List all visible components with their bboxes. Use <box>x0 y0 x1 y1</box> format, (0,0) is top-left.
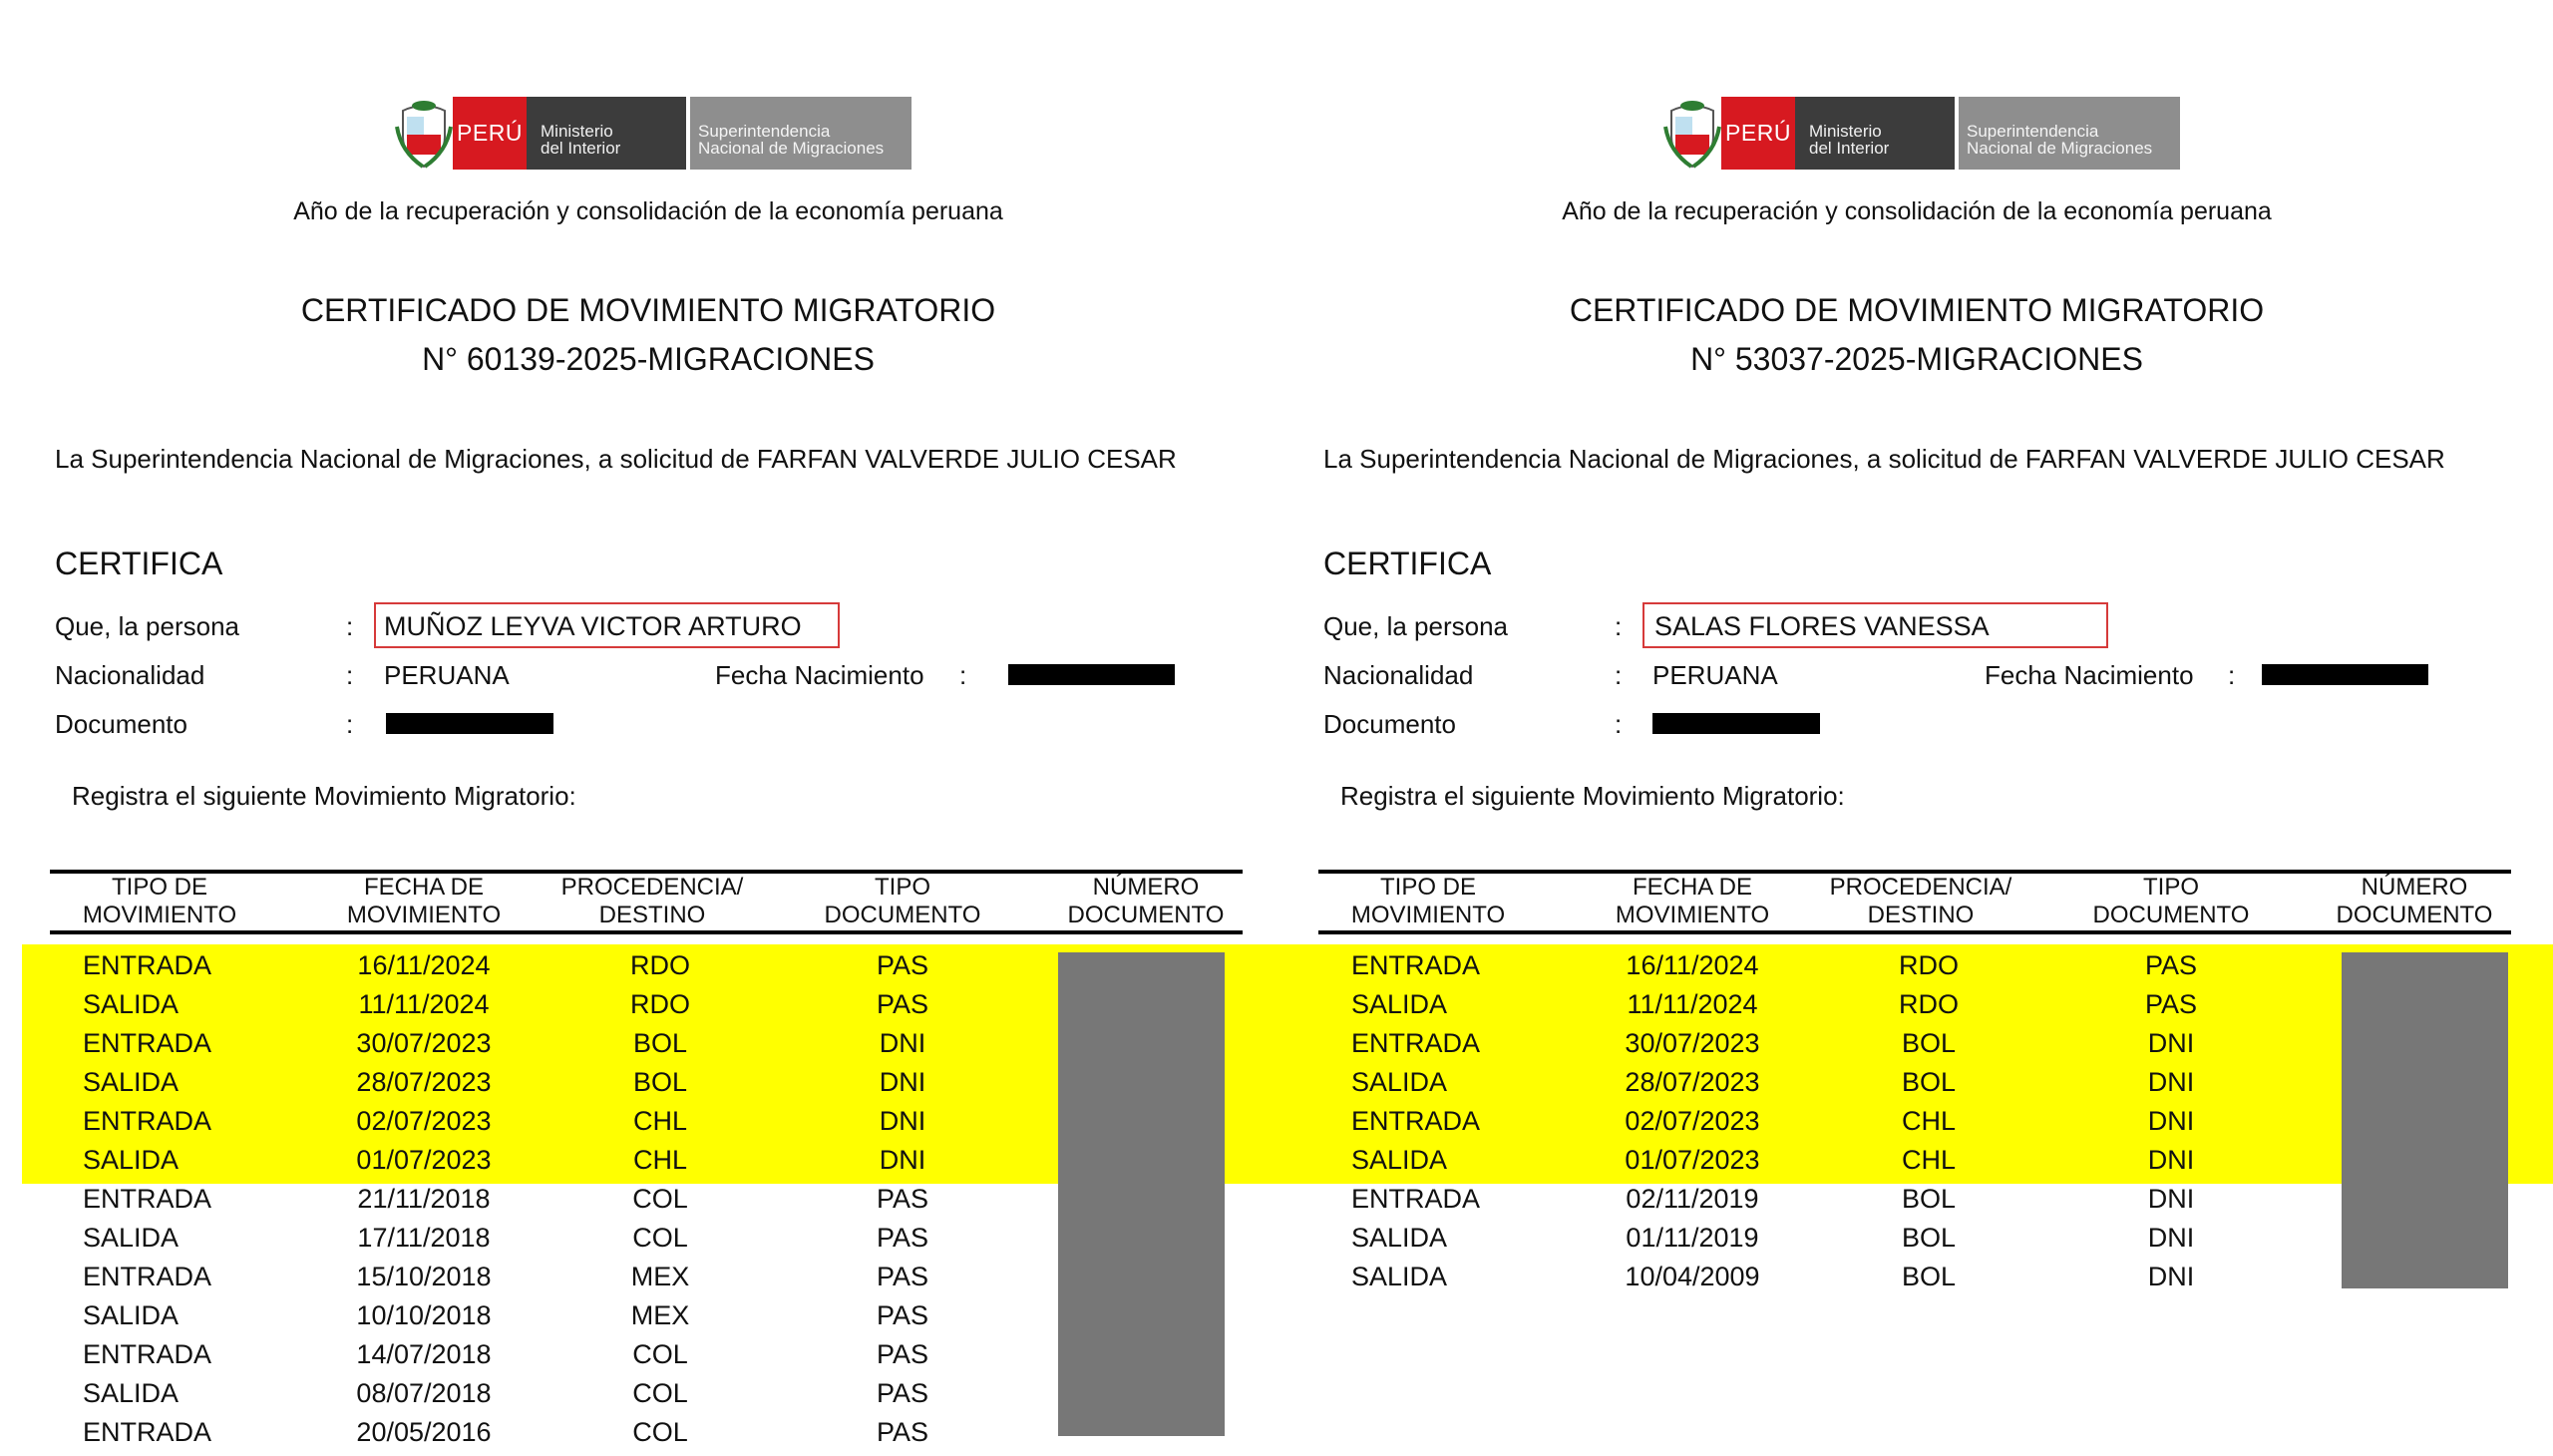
origin-destination-cell: COL <box>632 1339 688 1369</box>
origin-destination-cell: BOL <box>1901 1223 1957 1253</box>
header-fecha-movimiento: FECHA DE MOVIMIENTO <box>1615 874 1770 928</box>
document-type-cell: PAS <box>876 950 929 980</box>
movement-date-cell: 01/07/2023 <box>356 1145 492 1175</box>
table-header-rule <box>50 930 1243 934</box>
certifica-heading: CERTIFICA <box>55 546 223 581</box>
migraciones-logo <box>395 97 912 170</box>
document-type-cell: DNI <box>2147 1067 2195 1097</box>
header-fecha-movimiento: FECHA DE MOVIMIENTO <box>346 874 502 928</box>
movement-type-cell: SALIDA <box>83 1378 180 1408</box>
certifica-heading: CERTIFICA <box>1323 546 1492 581</box>
birth-date-label: Fecha Nacimiento <box>715 660 924 690</box>
migraciones-logo <box>1663 97 2180 170</box>
origin-destination-cell: COL <box>632 1378 688 1408</box>
movement-type-cell: ENTRADA <box>83 1028 212 1058</box>
movement-type-cell: ENTRADA <box>1351 950 1481 980</box>
certificate-title: CERTIFICADO DE MOVIMIENTO MIGRATORIO <box>300 292 996 328</box>
document-type-cell: DNI <box>879 1028 926 1058</box>
movement-type-cell: ENTRADA <box>83 1417 212 1447</box>
movement-date-cell: 11/11/2024 <box>358 989 490 1019</box>
movement-type-cell: SALIDA <box>83 989 180 1019</box>
header-numero-documento: NÚMERO DOCUMENTO <box>1067 874 1225 928</box>
colon: : <box>1615 709 1623 739</box>
origin-destination-cell: MEX <box>630 1262 690 1291</box>
year-motto: Año de la recuperación y consolidación de la economía peruana <box>293 197 1003 225</box>
intro-text: La Superintendencia Nacional de Migraciones, a solicitud de FARFAN VALVERDE JULIO CESAR <box>55 444 1177 474</box>
agency-label: Superintendencia Nacional de Migraciones <box>1959 97 2180 170</box>
movement-date-cell: 14/07/2018 <box>356 1339 492 1369</box>
document-redaction <box>386 713 553 734</box>
movement-type-cell: ENTRADA <box>83 1106 212 1136</box>
movement-date-cell: 30/07/2023 <box>1625 1028 1760 1058</box>
person-name: SALAS FLORES VANESSA <box>1654 611 1990 641</box>
certificate-number: N° 60139-2025-MIGRACIONES <box>422 341 875 377</box>
certificate-title: CERTIFICADO DE MOVIMIENTO MIGRATORIO <box>1569 292 2265 328</box>
document-type-cell: DNI <box>2147 1184 2195 1214</box>
movement-type-cell: ENTRADA <box>83 1262 212 1291</box>
movement-date-cell: 15/10/2018 <box>356 1262 492 1291</box>
movement-date-cell: 02/11/2019 <box>1626 1184 1759 1214</box>
person-label: Que, la persona <box>55 611 240 641</box>
movement-type-cell: ENTRADA <box>83 950 212 980</box>
movement-date-cell: 01/07/2023 <box>1625 1145 1760 1175</box>
certificate-left <box>0 0 1267 1447</box>
peru-coat-of-arms-icon <box>1663 97 1721 170</box>
document-type-cell: PAS <box>876 1378 929 1408</box>
movement-date-cell: 20/05/2016 <box>356 1417 492 1447</box>
document-type-cell: DNI <box>2147 1145 2195 1175</box>
document-type-cell: PAS <box>876 1184 929 1214</box>
document-type-cell: DNI <box>879 1145 926 1175</box>
origin-destination-cell: BOL <box>1901 1028 1957 1058</box>
birth-date-label: Fecha Nacimiento <box>1985 660 2194 690</box>
origin-destination-cell: BOL <box>632 1067 688 1097</box>
document-type-cell: PAS <box>876 1262 929 1291</box>
movement-type-cell: ENTRADA <box>1351 1184 1481 1214</box>
document-type-cell: PAS <box>876 989 929 1019</box>
year-motto: Año de la recuperación y consolidación de la economía peruana <box>1562 197 2272 225</box>
document-type-cell: DNI <box>879 1106 926 1136</box>
peru-coat-of-arms-icon <box>395 97 453 170</box>
movement-type-cell: SALIDA <box>83 1223 180 1253</box>
origin-destination-cell: CHL <box>1901 1145 1957 1175</box>
movement-type-cell: SALIDA <box>1351 989 1448 1019</box>
movement-type-cell: SALIDA <box>1351 1223 1448 1253</box>
document-type-cell: PAS <box>876 1300 929 1330</box>
movement-type-cell: SALIDA <box>1351 1262 1448 1291</box>
document-label: Documento <box>1323 709 1456 739</box>
nationality-label: Nacionalidad <box>55 660 205 690</box>
movement-type-cell: SALIDA <box>83 1145 180 1175</box>
colon: : <box>1615 611 1623 641</box>
document-type-cell: DNI <box>2147 1028 2195 1058</box>
origin-destination-cell: BOL <box>632 1028 688 1058</box>
movements-intro: Registra el siguiente Movimiento Migratorio: <box>1340 781 1845 811</box>
origin-destination-cell: CHL <box>1901 1106 1957 1136</box>
intro-text: La Superintendencia Nacional de Migraciones, a solicitud de FARFAN VALVERDE JULIO CESAR <box>1323 444 2445 474</box>
colon: : <box>2228 660 2236 690</box>
colon: : <box>346 611 354 641</box>
movement-date-cell: 28/07/2023 <box>356 1067 492 1097</box>
movement-date-cell: 21/11/2018 <box>357 1184 491 1214</box>
origin-destination-cell: MEX <box>630 1300 690 1330</box>
header-tipo-movimiento: TIPO DE MOVIMIENTO <box>1350 874 1506 928</box>
movement-date-cell: 10/10/2018 <box>356 1300 492 1330</box>
movement-type-cell: SALIDA <box>83 1300 180 1330</box>
person-name: MUÑOZ LEYVA VICTOR ARTURO <box>384 611 802 641</box>
header-tipo-documento: TIPO DOCUMENTO <box>824 874 981 928</box>
nationality-value: PERUANA <box>384 660 510 690</box>
origin-destination-cell: RDO <box>1899 989 1959 1019</box>
movement-date-cell: 28/07/2023 <box>1625 1067 1760 1097</box>
origin-destination-cell: RDO <box>630 950 690 980</box>
birth-date-redaction <box>2262 664 2428 685</box>
movement-date-cell: 30/07/2023 <box>356 1028 492 1058</box>
document-redaction <box>1652 713 1820 734</box>
movement-date-cell: 16/11/2024 <box>1626 950 1759 980</box>
movement-date-cell: 11/11/2024 <box>1627 989 1758 1019</box>
movement-date-cell: 02/07/2023 <box>1625 1106 1760 1136</box>
movement-type-cell: ENTRADA <box>83 1339 212 1369</box>
person-label: Que, la persona <box>1323 611 1509 641</box>
document-type-cell: PAS <box>876 1339 929 1369</box>
origin-destination-cell: COL <box>632 1417 688 1447</box>
colon: : <box>346 660 354 690</box>
peru-brand: PERÚ <box>453 97 527 170</box>
certificate-right <box>1269 0 2535 1436</box>
header-procedencia-destino: PROCEDENCIA/ DESTINO <box>560 874 744 928</box>
certificate-number: N° 53037-2025-MIGRACIONES <box>1690 341 2143 377</box>
header-tipo-documento: TIPO DOCUMENTO <box>2092 874 2250 928</box>
origin-destination-cell: BOL <box>1901 1184 1957 1214</box>
movement-type-cell: SALIDA <box>83 1067 180 1097</box>
document-type-cell: PAS <box>876 1223 929 1253</box>
table-header-rule <box>1318 930 2511 934</box>
movement-type-cell: ENTRADA <box>1351 1106 1481 1136</box>
document-type-cell: PAS <box>2144 950 2198 980</box>
document-type-cell: PAS <box>876 1417 929 1447</box>
movement-date-cell: 10/04/2009 <box>1625 1262 1760 1291</box>
document-number-redaction <box>1058 952 1225 1436</box>
birth-date-redaction <box>1008 664 1175 685</box>
document-label: Documento <box>55 709 187 739</box>
peru-brand: PERÚ <box>1721 97 1795 170</box>
movement-type-cell: ENTRADA <box>83 1184 212 1214</box>
movement-date-cell: 02/07/2023 <box>356 1106 492 1136</box>
origin-destination-cell: CHL <box>632 1145 688 1175</box>
header-procedencia-destino: PROCEDENCIA/ DESTINO <box>1829 874 2012 928</box>
movements-intro: Registra el siguiente Movimiento Migratorio: <box>72 781 576 811</box>
ministry-label: Ministerio del Interior <box>1795 97 1955 170</box>
origin-destination-cell: CHL <box>632 1106 688 1136</box>
origin-destination-cell: BOL <box>1901 1067 1957 1097</box>
colon: : <box>1615 660 1623 690</box>
movement-type-cell: ENTRADA <box>1351 1028 1481 1058</box>
agency-label: Superintendencia Nacional de Migraciones <box>690 97 912 170</box>
movement-date-cell: 01/11/2019 <box>1626 1223 1759 1253</box>
movement-type-cell: SALIDA <box>1351 1145 1448 1175</box>
movement-date-cell: 17/11/2018 <box>357 1223 491 1253</box>
header-numero-documento: NÚMERO DOCUMENTO <box>2336 874 2493 928</box>
origin-destination-cell: BOL <box>1901 1262 1957 1291</box>
origin-destination-cell: RDO <box>1899 950 1959 980</box>
colon: : <box>346 709 354 739</box>
ministry-label: Ministerio del Interior <box>527 97 686 170</box>
document-type-cell: DNI <box>2147 1106 2195 1136</box>
nationality-label: Nacionalidad <box>1323 660 1474 690</box>
colon: : <box>959 660 967 690</box>
header-tipo-movimiento: TIPO DE MOVIMIENTO <box>82 874 237 928</box>
document-type-cell: DNI <box>2147 1262 2195 1291</box>
origin-destination-cell: COL <box>632 1184 688 1214</box>
document-type-cell: DNI <box>2147 1223 2195 1253</box>
document-type-cell: PAS <box>2144 989 2198 1019</box>
nationality-value: PERUANA <box>1652 660 1778 690</box>
document-type-cell: DNI <box>879 1067 926 1097</box>
origin-destination-cell: RDO <box>630 989 690 1019</box>
origin-destination-cell: COL <box>632 1223 688 1253</box>
movement-date-cell: 16/11/2024 <box>357 950 491 980</box>
movement-type-cell: SALIDA <box>1351 1067 1448 1097</box>
movement-date-cell: 08/07/2018 <box>356 1378 492 1408</box>
document-number-redaction <box>2342 952 2508 1288</box>
